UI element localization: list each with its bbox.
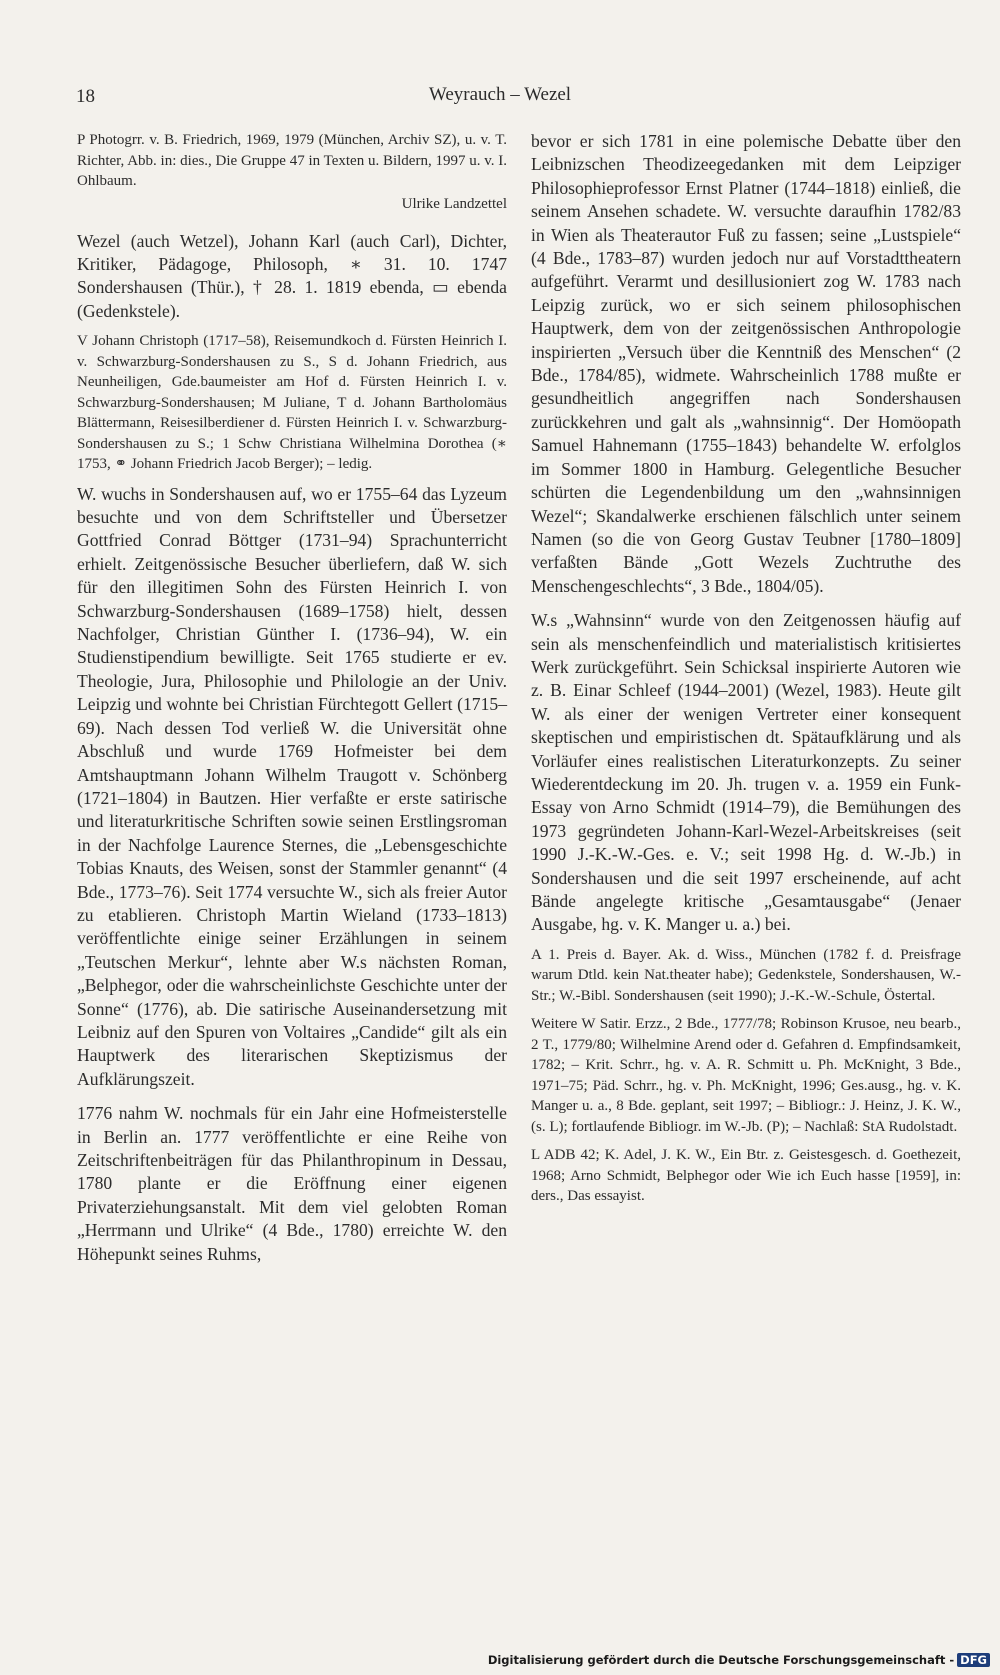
biography-paragraph-1: W. wuchs in Sondershausen auf, wo er 1755–64 das Lyzeum besuchte und von dem Schriftsteller und Übersetzer Gottfried Conrad Böttger (1731–94) Sprachunterricht erhielt. Zeitgenössische Besucher überliefern, daß W. sich für den illegitimen Sohn des Fürsten Heinrich I. von Schwarzburg-Sondershausen (1689–1758) hielt, dessen Nachfolger, Christian Günther I. (1736–94), W. ein Studienstipendium bewilligte. Seit 1765 studierte er ev. Theologie, Jura, Philosophie und Philologie an der Univ. Leipzig und wohnte bei Christian Fürchtegott Gellert (1715–69). Nach dessen Tod verließ W. die Universität ohne Abschluß und wurde 1769 Hofmeister bei dem Amtshauptmann Johann Wilhelm Traugott v. Schönberg (1721–1804) in Bautzen. Hier verfaßte er erste satirische und literaturkritische Schriften sowie seinen Erstlingsroman in der Nachfolge Laurence Sternes, die „Lebensgeschichte Tobias Knauts, des Weisen, sonst der Stammler genannt“ (4 Bde., 1773–76). Seit 1774 versuchte W., sich als freier Autor zu etablieren. Christoph Martin Wieland (1733–1813) veröffentlichte einige seiner Erzählungen in seinem „Teutschen Merkur“, lehnte aber W.s nächsten Roman, „Belphegor, oder die wahrscheinlichste Geschichte unter der Sonne“ (1776), ab. Die satirische Auseinandersetzung mit Leibniz auf den Spuren von Voltaires „Candide“ gilt als ein Hauptwerk des literarischen Skeptizismus der Aufklärungszeit. (77, 483, 507, 1089)
left-column (77, 130, 507, 1266)
digitization-footer (488, 1653, 990, 1667)
biography-paragraph-2: 1776 nahm W. nochmals für ein Jahr eine Hofmeisterstelle in Berlin an. 1777 veröffentlichte er eine Reihe von Zeitschriftenbeiträgen für das Philanthropinum in Dessau, 1780 plante er die Eröffnung einer eigenen Privaterziehungsanstalt. Mit dem viel gelobten Roman „Herrmann und Ulrike“ (4 Bde., 1780) erreichte W. den Höhepunkt seines Ruhms, (77, 1103, 507, 1264)
awards: A 1. Preis d. Bayer. Ak. d. Wiss., München (1782 f. d. Preisfrage warum Dtld. kein Nat.theater habe); Gedenkstele, Sondershausen, W.-Str.; W.-Bibl. Sondershausen (seit 1990); J.-K.-W.-Schule, Östertal. (531, 946, 961, 1004)
previous-entry-author: Ulrike Landzettel (401, 195, 507, 212)
literature: L ADB 42; K. Adel, J. K. W., Ein Btr. z. Geistesgesch. d. Goethezeit, 1968; Arno Schmidt, Belphegor oder Wie ich Euch hasse [1959], in: ders., Das essayist. (531, 1147, 961, 1205)
entry-heading: Wezel (auch Wetzel), Johann Karl (auch Carl), Dichter, Kritiker, Pädagoge, Philosoph, ∗ 31. 10. 1747 Sondershausen (Thür.), † 28. 1. 1819 ebenda, ▭ ebenda (Gedenkstele). (77, 230, 507, 321)
genealogy: V Johann Christoph (1717–58), Reisemundkoch d. Fürsten Heinrich I. v. Schwarzburg-Sondershausen zu S., S d. Johann Friedrich, aus Neunheiligen, Gde.baumeister am Hof d. Fürsten Heinrich I. v. Schwarzburg-Sondershausen; M Juliane, T d. Johann Bartholomäus Blättermann, Reisesilberdiener d. Fürsten Heinrich I. v. Schwarzburg-Sondershausen zu S.; 1 Schw Christiana Wilhelmina Dorothea (∗ 1753, ⚭ Johann Friedrich Jacob Berger); – ledig. (77, 333, 507, 473)
biography-paragraph-4: W.s „Wahnsinn“ wurde von den Zeitgenossen häufig auf sein als menschenfeindlich und materialistisch kritisiertes Werk zurückgeführt. Sein Schicksal inspirierte Autoren wie z. B. Einar Schleef (1944–2001) (Wezel, 1983). Heute gilt W. als einer der wenigen Vertreter einer konsequent skeptischen und empiristischen dt. Spätaufklärung und als Vorläufer eines realistischen Literaturkonzepts. Zu seiner Wiederentdeckung im 20. Jh. trugen v. a. 1959 ein Funk-Essay von Arno Schmidt (1914–79), die Bemühungen des 1973 gegründeten Johann-Karl-Wezel-Arbeitskreises (seit 1990 J.-K.-W.-Ges. e. V.; seit 1998 Hg. d. W.-Jb.) in Sondershausen und die seit 1997 erscheinende, auf acht Bände angelegte kritische „Gesamtausgabe“ (Jenaer Ausgabe, hg. v. K. Manger u. a.) bei. (531, 610, 961, 935)
running-title: Weyrauch – Wezel (428, 84, 572, 105)
further-works: Weitere W Satir. Erzz., 2 Bde., 1777/78; Robinson Krusoe, neu bearb., 2 T., 1779/80; Wilhelmine Arend oder d. Gefahren d. Empfindsamkeit, 1782; – Krit. Schrr., hg. v. A. R. Schmitt u. Ph. McKnight, 3 Bde., 1971–75; Päd. Schrr., hg. v. Ph. McKnight, 1996; Ges.ausg., hg. v. K. Manger u. a., 8 Bde. geplant, seit 1997; – Bibliogr.: J. Heinz, J. K. W., (s. L); fortlaufende Bibliogr. im W.-Jb. (P); – Nachlaß: StA Rudolstadt. (531, 1016, 961, 1135)
page-number: 18 (76, 86, 95, 107)
previous-entry-photos: P Photogrr. v. B. Friedrich, 1969, 1979 (München, Archiv SZ), u. v. T. Richter, Abb. in: dies., Die Gruppe 47 in Texten u. Bildern, 1997 u. v. I. Ohlbaum. (77, 132, 507, 189)
biography-paragraph-3: bevor er sich 1781 in eine polemische Debatte über den Leibnizschen Theodizeegedanken mit dem Leipziger Philosophieprofessor Ernst Platner (1744–1818) einließ, die seinem Ansehen schadete. W. versuchte daraufhin 1782/83 in Wien als Theaterautor Fuß zu fassen; seine „Lustspiele“ (4 Bde., 1783–87) wurden jedoch nur auf Vorstadttheatern aufgeführt. Verarmt und desillusioniert zog W. 1783 nach Leipzig zurück, wo er sich seinem philosophischen Hauptwerk, dem von der zeitgenössischen Anthropologie inspirierten „Versuch über die Kenntniß des Menschen“ (2 Bde., 1784/85), widmete. Wahrscheinlich 1788 mußte er gesundheitlich angegriffen nach Sondershausen zurückkehren und galt als „wahnsinnig“. Der Homöopath Samuel Hahnemann (1755–1843) behandelte W. erfolglos im Sommer 1800 in Hamburg. Gelegentliche Besucher schürten die Legendenbildung um den „wahnsinnigen Wezel“; Skandalwerke erschienen fälschlich unter seinem Namen (so die von Georg Gustav Teubner [1780–1809] verfaßten Bände „Gott Wezels Zuchtruthe des Menschengeschlechts“, 3 Bde., 1804/05). (531, 131, 961, 596)
dfg-logo: DFG (957, 1653, 990, 1667)
right-column (531, 130, 961, 1207)
footer-text: Digitalisierung gefördert durch die Deutsche Forschungsgemeinschaft - (487, 1653, 955, 1667)
